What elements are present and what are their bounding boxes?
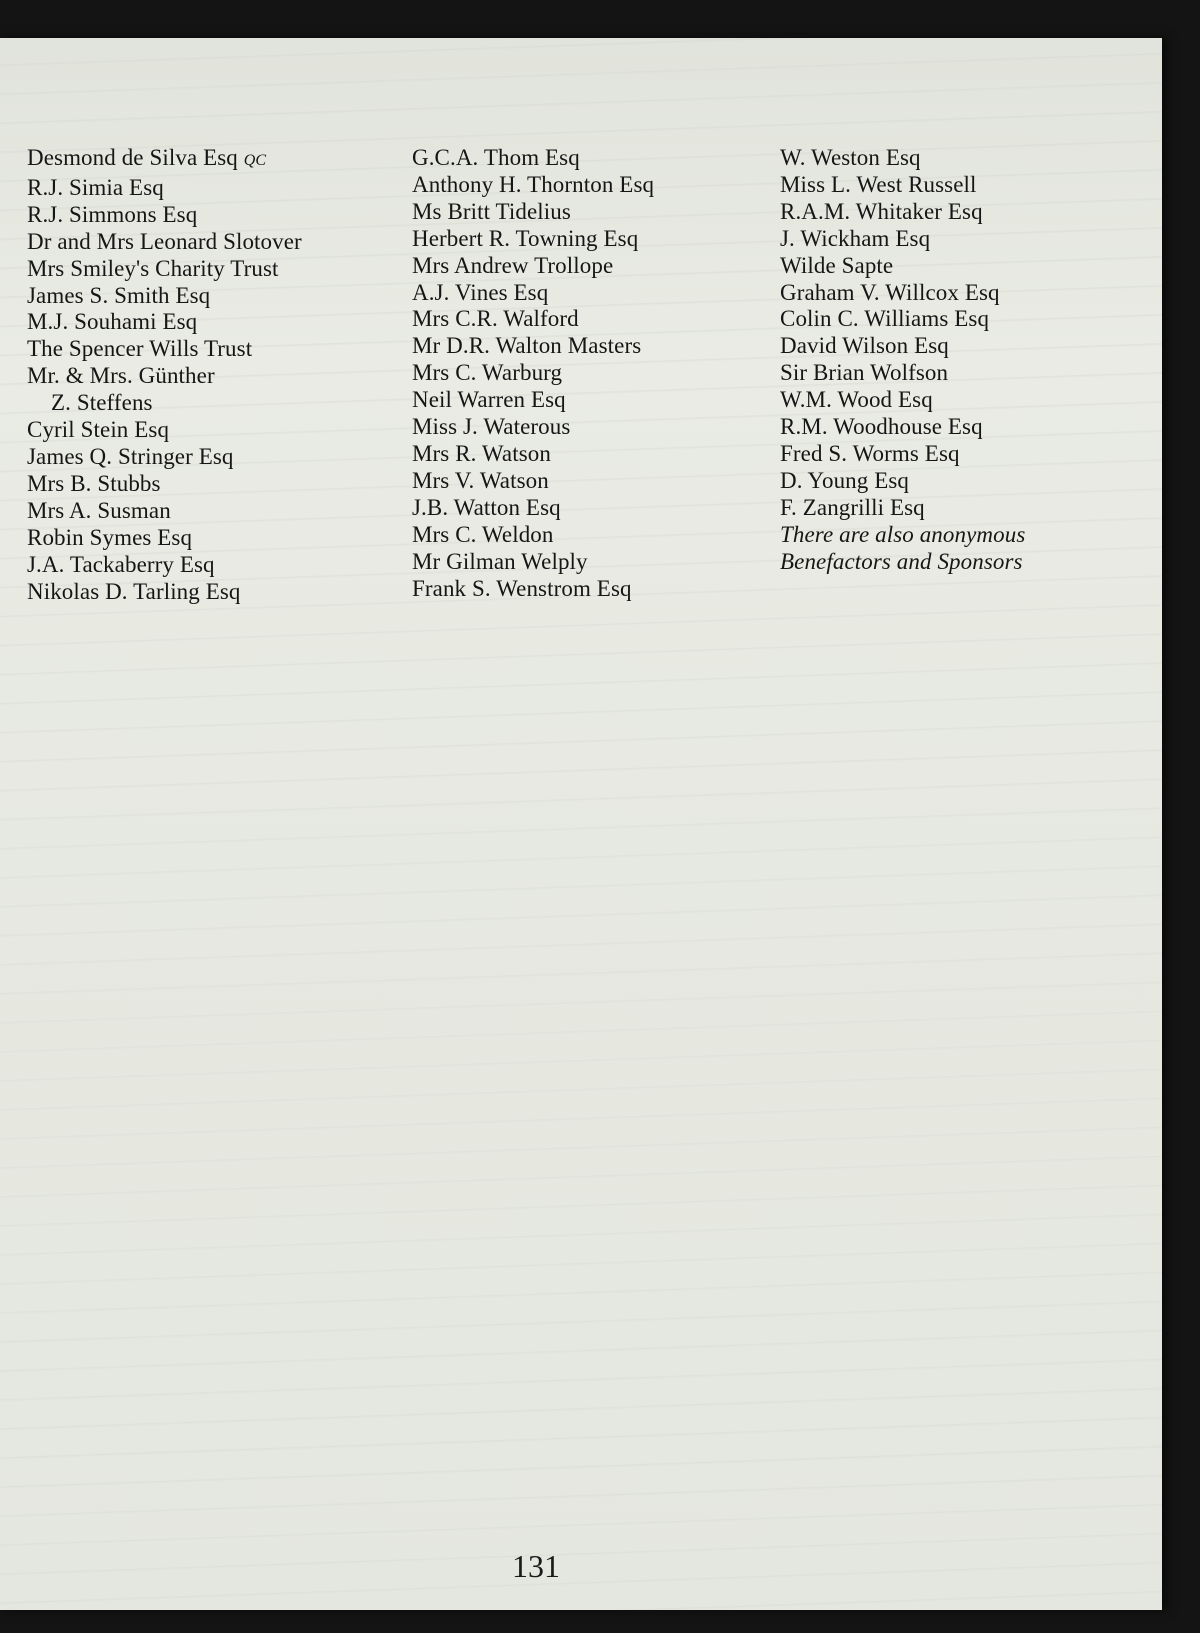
anonymous-note-line-1: There are also anonymous	[780, 521, 1026, 547]
list-item: Mrs R. Watson	[412, 440, 551, 466]
list-item: Robin Symes Esq	[27, 524, 193, 550]
list-item: Mr. & Mrs. Günther	[27, 363, 215, 389]
list-item: James S. Smith Esq	[27, 282, 211, 308]
list-item: The Spencer Wills Trust	[27, 336, 253, 362]
list-item: Mr Gilman Welply	[412, 548, 588, 574]
list-item: Graham V. Willcox Esq	[780, 279, 1000, 305]
page	[0, 38, 1162, 1610]
list-item: Herbert R. Towning Esq	[412, 225, 639, 251]
list-item: James Q. Stringer Esq	[27, 443, 234, 469]
list-item: Colin C. Williams Esq	[780, 306, 990, 332]
list-item: R.J. Simmons Esq	[27, 201, 198, 227]
list-item-continuation: Z. Steffens	[51, 390, 153, 416]
anonymous-note-line-2: Benefactors and Sponsors	[780, 548, 1023, 574]
list-item: Ms Britt Tidelius	[412, 198, 571, 224]
list-item: Frank S. Wenstrom Esq	[412, 575, 632, 601]
list-item: F. Zangrilli Esq	[780, 494, 925, 520]
list-item: Mrs Andrew Trollope	[412, 252, 614, 278]
qc-suffix: QC	[243, 152, 267, 169]
list-item: Anthony H. Thornton Esq	[412, 171, 655, 197]
list-item: D. Young Esq	[780, 467, 910, 493]
benefactor-column-3	[780, 145, 1025, 576]
list-item: Wilde Sapte	[780, 252, 894, 278]
list-item: R.M. Woodhouse Esq	[780, 414, 983, 440]
list-item: Miss L. West Russell	[780, 171, 977, 197]
list-item: Mrs Smiley's Charity Trust	[27, 255, 279, 281]
list-item: Nikolas D. Tarling Esq	[27, 578, 241, 604]
list-item: Mrs C. Weldon	[412, 521, 554, 547]
list-item: R.A.M. Whitaker Esq	[780, 198, 983, 224]
list-item: Miss J. Waterous	[412, 414, 571, 440]
list-item: Mrs A. Susman	[27, 497, 171, 523]
list-item: David Wilson Esq	[780, 333, 949, 359]
list-item: J. Wickham Esq	[780, 225, 931, 251]
list-item: M.J. Souhami Esq	[27, 309, 198, 335]
list-item: Dr and Mrs Leonard Slotover	[27, 228, 302, 254]
list-item: Sir Brian Wolfson	[780, 360, 949, 386]
list-item: Mr D.R. Walton Masters	[412, 333, 642, 359]
list-item: Neil Warren Esq	[412, 387, 566, 413]
list-item: Cyril Stein Esq	[27, 417, 170, 443]
benefactor-column-1	[27, 145, 302, 605]
list-item: Mrs B. Stubbs	[27, 470, 161, 496]
list-item: Fred S. Worms Esq	[780, 440, 960, 466]
list-item: R.J. Simia Esq	[27, 174, 164, 200]
list-item: Mrs V. Watson	[412, 467, 549, 493]
list-item: J.A. Tackaberry Esq	[27, 551, 215, 577]
page-number: 131	[512, 1548, 560, 1584]
benefactor-column-2	[412, 145, 654, 602]
list-item: W.M. Wood Esq	[780, 387, 933, 413]
list-item: G.C.A. Thom Esq	[412, 145, 580, 170]
list-item: Mrs C.R. Walford	[412, 306, 579, 332]
list-item: Mrs C. Warburg	[412, 360, 563, 386]
list-item: J.B. Watton Esq	[412, 494, 561, 520]
list-item: A.J. Vines Esq	[412, 279, 549, 305]
list-item: Desmond de Silva Esq QC	[27, 145, 267, 170]
list-item: W. Weston Esq	[780, 145, 921, 170]
